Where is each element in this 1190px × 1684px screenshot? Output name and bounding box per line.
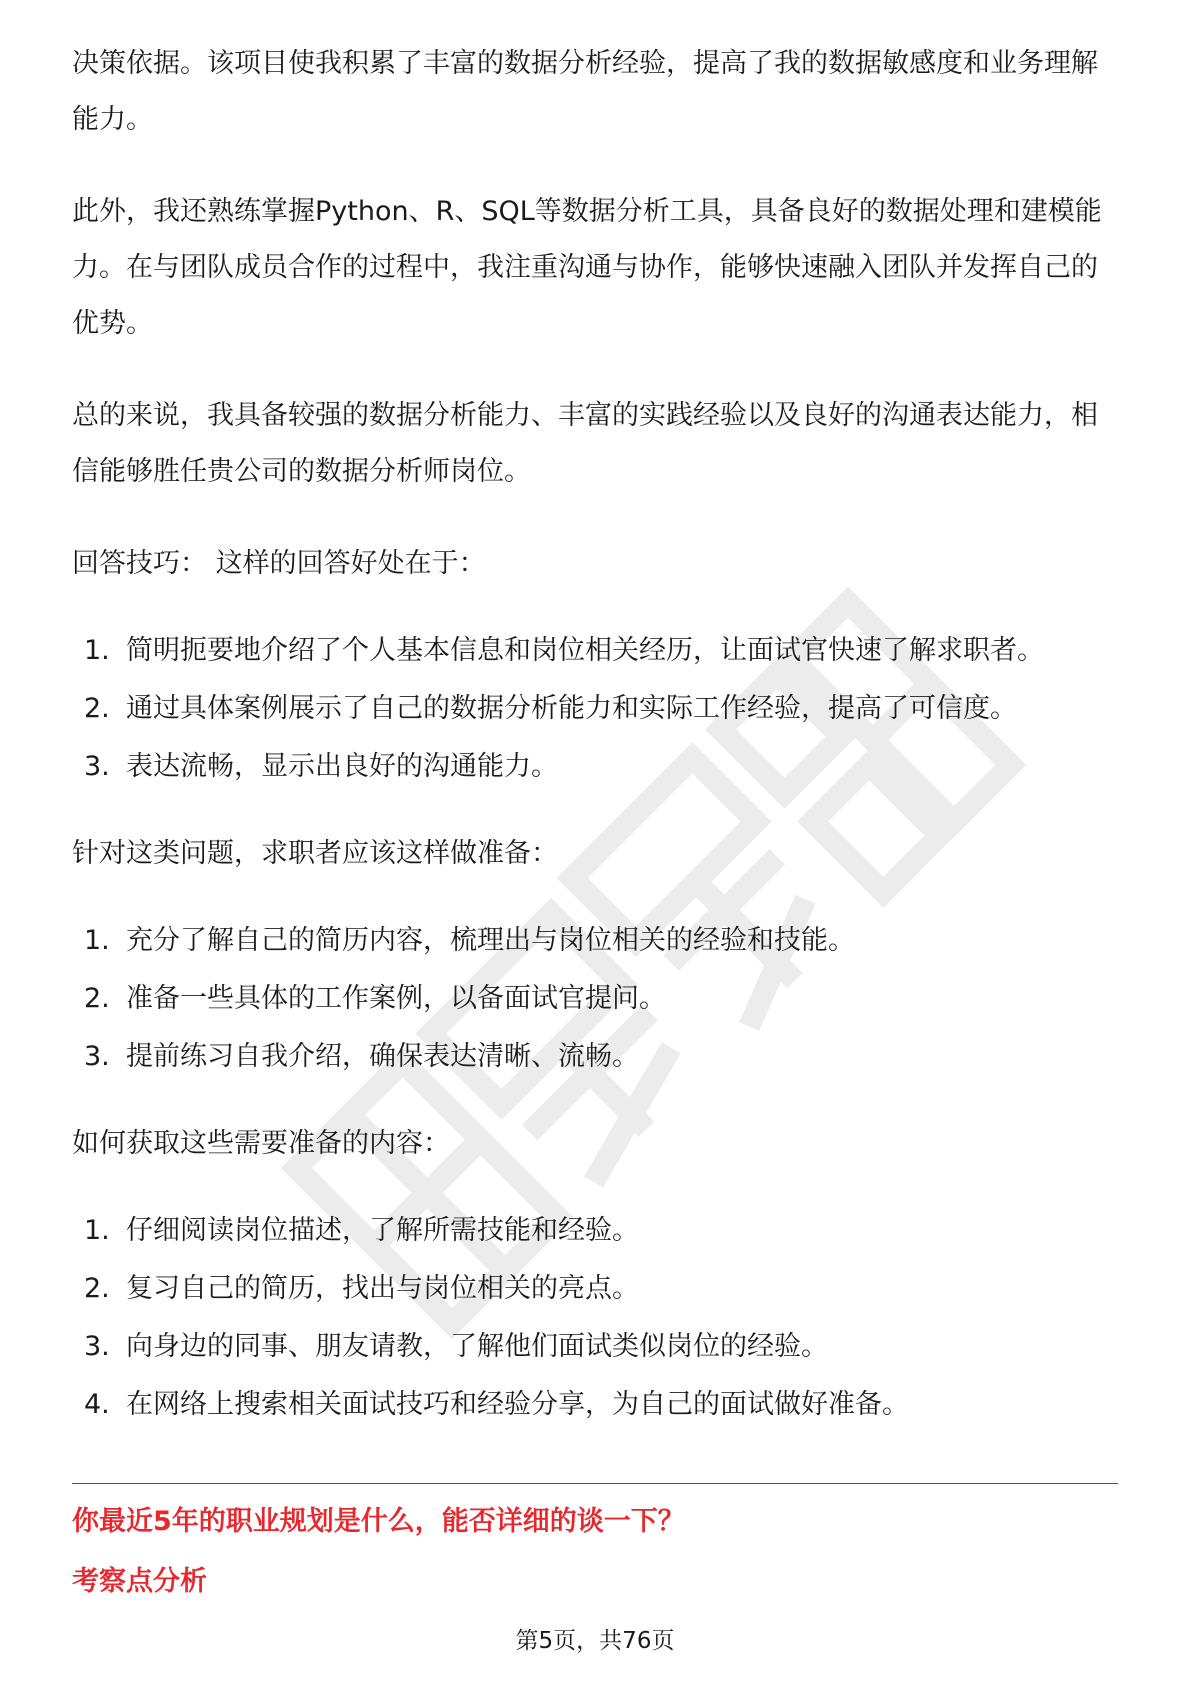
list-text: 简明扼要地介绍了个人基本信息和岗位相关经历，让面试官快速了解求职者。 — [126, 635, 1044, 666]
analysis-subheading: 考察点分析 — [72, 1566, 207, 1597]
list-item — [72, 738, 1118, 796]
list-text: 在网络上搜索相关面试技巧和经验分享，为自己的面试做好准备。 — [126, 1389, 909, 1420]
list-number: 3. — [84, 1041, 110, 1072]
list-item — [72, 1202, 1118, 1260]
list-item — [72, 970, 1118, 1028]
main-content — [72, 36, 1118, 1434]
list-text: 表达流畅，显示出良好的沟通能力。 — [126, 751, 558, 782]
tips-list — [72, 622, 1118, 796]
list-item — [72, 680, 1118, 738]
preparation-list — [72, 912, 1118, 1086]
list-text: 向身边的同事、朋友请教，了解他们面试类似岗位的经验。 — [126, 1331, 828, 1362]
list-text: 充分了解自己的简历内容，梳理出与岗位相关的经验和技能。 — [126, 925, 855, 956]
list-item — [72, 1028, 1118, 1086]
obtain-heading: 如何获取这些需要准备的内容： — [72, 1128, 450, 1159]
paragraph-skills: 此外，我还熟练掌握Python、R、SQL等数据分析工具，具备良好的数据处理和建模能力。在与团队成员合作的过程中，我注重沟通与协作，能够快速融入团队并发挥自己的优势。 — [72, 196, 1102, 339]
list-item — [72, 622, 1118, 680]
section-divider — [72, 1483, 1118, 1484]
list-text: 准备一些具体的工作案例，以备面试官提问。 — [126, 983, 666, 1014]
list-number: 3. — [84, 751, 110, 782]
page-number: 第5页，共76页 — [515, 1628, 675, 1654]
list-item — [72, 912, 1118, 970]
list-text: 通过具体案例展示了自己的数据分析能力和实际工作经验，提高了可信度。 — [126, 693, 1017, 724]
list-number: 2. — [84, 693, 110, 724]
list-number: 4. — [84, 1389, 110, 1420]
list-number: 1. — [84, 635, 110, 666]
interview-question-heading: 你最近5年的职业规划是什么，能否详细的谈一下？ — [72, 1506, 685, 1537]
list-number: 1. — [84, 1215, 110, 1246]
tips-heading: 回答技巧： 这样的回答好处在于： — [72, 548, 486, 579]
paragraph-conclusion: 总的来说，我具备较强的数据分析能力、丰富的实践经验以及良好的沟通表达能力，相信能够胜任贵公司的数据分析师岗位。 — [72, 400, 1098, 487]
list-number: 2. — [84, 1273, 110, 1304]
list-item — [72, 1260, 1118, 1318]
preparation-heading: 针对这类问题，求职者应该这样做准备： — [72, 838, 558, 869]
list-text: 提前练习自我介绍，确保表达清晰、流畅。 — [126, 1041, 639, 1072]
list-number: 2. — [84, 983, 110, 1014]
list-number: 3. — [84, 1331, 110, 1362]
list-text: 仔细阅读岗位描述，了解所需技能和经验。 — [126, 1215, 639, 1246]
paragraph-project-summary: 决策依据。该项目使我积累了丰富的数据分析经验，提高了我的数据敏感度和业务理解能力。 — [72, 48, 1098, 135]
list-number: 1. — [84, 925, 110, 956]
list-item — [72, 1376, 1118, 1434]
obtain-list — [72, 1202, 1118, 1434]
list-item — [72, 1318, 1118, 1376]
list-text: 复习自己的简历，找出与岗位相关的亮点。 — [126, 1273, 639, 1304]
